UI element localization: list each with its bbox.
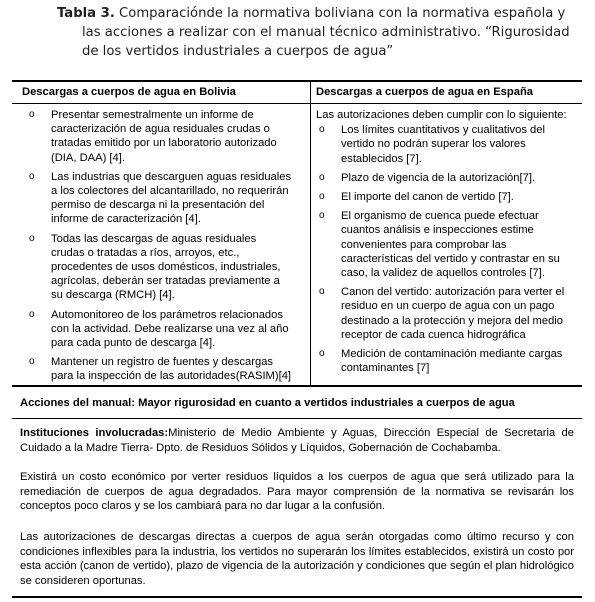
left-item-line: con la actividad. Debe realizarse una vez al año — [51, 322, 289, 335]
section-title: Acciones del manual: Mayor rigurosidad en cuanto a vertidos industriales a cuerpos de agua — [20, 397, 515, 409]
bullet-icon: o — [319, 286, 325, 298]
caption-line-1 — [57, 4, 587, 23]
left-item-line: crudas o tratadas a ríos, arroyos, etc., — [51, 246, 240, 259]
bullet-icon: o — [29, 109, 35, 120]
bullet-icon: o — [319, 210, 325, 222]
caption-text-1: Comparaciónde la normativa boliviana con la normativa española y — [119, 6, 566, 21]
table-caption — [57, 4, 587, 61]
authorization-paragraph: Las autorizaciones de descargas directas a cuerpos de agua serán otorgadas como último recurso y con condiciones inflexibles para la industria, los vertidos no superarán los límites establecidos, existirá un costo por esta acción (canon de vertido), plazo de vigencia de la autorización y condiciones que según el plan hidrológico se consideren oportunas. — [20, 531, 574, 587]
left-item-line: Todas las descargas de aguas residuales — [51, 232, 257, 245]
left-item — [26, 355, 300, 383]
left-item-line: a los colectores del alcantarillado, no requerirán — [51, 185, 289, 198]
left-item — [26, 232, 300, 303]
espana-column — [316, 108, 578, 380]
right-item-line: Plazo de vigencia de la autorización[7]. — [341, 171, 536, 184]
right-item-line: Medición de contaminación mediante cargas — [341, 348, 563, 361]
bullet-icon: o — [319, 348, 325, 360]
table-body-row — [12, 104, 582, 385]
left-item-line: Mantener un registro de fuentes y descargas — [51, 356, 274, 369]
right-item-line: El importe del canon de vertido [7]. — [341, 191, 514, 204]
cost-paragraph: Existirá un costo económico por verter residuos líquidos a los cuerpos de agua que será utilizado para la remediación de cuerpos de agua degradados. Para mayor comprensión de la normativa se revisarán los conceptos poco claros y se los cambiará para no dar lugar a la confusión. — [20, 471, 574, 512]
right-item-line: caso, la validez de aquellos controles [7]. — [341, 267, 545, 280]
bullet-icon: o — [319, 191, 325, 203]
left-item-line: Automonitoreo de los parámetros relacionados — [51, 308, 283, 321]
caption-line-2: las acciones a realizar con el manual técnico administrativo. “Rigurosidad — [82, 25, 570, 40]
right-item — [316, 285, 578, 342]
left-item — [26, 170, 300, 227]
left-item-line: tratadas emitido por un laboratorio autorizado — [51, 137, 277, 150]
left-item-line: Las industrias que descarguen aguas residuales — [51, 170, 292, 183]
right-item-line: destinado a la protección y mejora del medio — [341, 314, 564, 327]
right-item-line: características del vertido y contrastar en su — [341, 252, 560, 265]
right-item-line: establecidos [7]. — [341, 152, 422, 165]
institutions-text: Ministerio de Medio Ambiente y Aguas, Dirección Especial de Secretaria de Cuidado a la Madre Tierra- Dpto. de Residuos Sólidos y Líquidos, Gobernación de Cochabamba. — [20, 427, 574, 454]
right-item-line: vertido no podrán superar los valores — [341, 138, 526, 151]
section-title-row — [12, 385, 582, 419]
left-item-line: para cada punto de descarga [4]. — [51, 337, 216, 350]
right-item — [316, 347, 578, 375]
right-item-line: receptor de cada cuenca hidrográfica — [341, 328, 526, 341]
right-item-line: residuo en un cuerpo de agua con un pago — [341, 300, 555, 313]
bolivia-column — [26, 108, 300, 389]
right-item — [316, 123, 578, 166]
institutions-label: Instituciones involucradas: — [20, 427, 169, 439]
bullet-icon: o — [29, 170, 35, 182]
left-item-line: (DIA, DAA) [4]. — [51, 151, 125, 164]
right-item-line: contaminantes [7] — [341, 362, 430, 375]
caption-label: Tabla 3. — [57, 6, 115, 21]
left-item-line: procedentes de usos domésticos, industriales, — [51, 261, 281, 274]
right-item-line: convenientes para comprobar las — [341, 238, 507, 251]
left-item-line: para la inspección de las autoridades(RASIM)[4] — [51, 370, 292, 383]
left-item — [26, 308, 300, 351]
right-item — [316, 190, 578, 204]
espana-intro: Las autorizaciones deben cumplir con lo siguiente: — [316, 109, 567, 121]
left-item-line: su descarga (RMCH) [4]. — [51, 289, 175, 302]
left-item-line: caracterización de agua residuales crudas o — [51, 123, 270, 136]
table-header-row — [12, 82, 582, 104]
header-bolivia: Descargas a cuerpos de agua en Bolivia — [22, 86, 236, 98]
right-item — [316, 171, 578, 185]
right-item — [316, 209, 578, 280]
left-item — [26, 108, 300, 165]
bullet-icon: o — [29, 232, 35, 244]
header-espana: Descargas a cuerpos de agua en España — [316, 86, 534, 98]
left-item-line: permiso de descarga ni la presentación del — [51, 199, 265, 212]
left-item-line: agrícolas, deberán ser tratadas previamente a — [51, 275, 280, 288]
institutions-paragraph — [20, 426, 574, 455]
bullet-icon: o — [29, 356, 35, 368]
left-item-line: informe de caracterización [4]. — [51, 213, 201, 226]
bullet-icon: o — [319, 171, 325, 183]
comparison-table — [12, 80, 582, 598]
left-item-line: Presentar semestralmente un informe de — [51, 109, 254, 121]
caption-line-3: de los vertidos industriales a cuerpos de agua” — [82, 44, 394, 59]
right-item-line: cuantos análisis e inspecciones estime — [341, 224, 534, 237]
right-item-line: El organismo de cuenca puede efectuar — [341, 210, 539, 223]
bullet-icon: o — [319, 124, 325, 136]
bullet-icon: o — [29, 308, 35, 320]
right-item-line: Canon del vertido: autorización para verter el — [341, 286, 565, 299]
right-item-line: Los límites cuantitativos y cualitativos del — [341, 124, 545, 137]
